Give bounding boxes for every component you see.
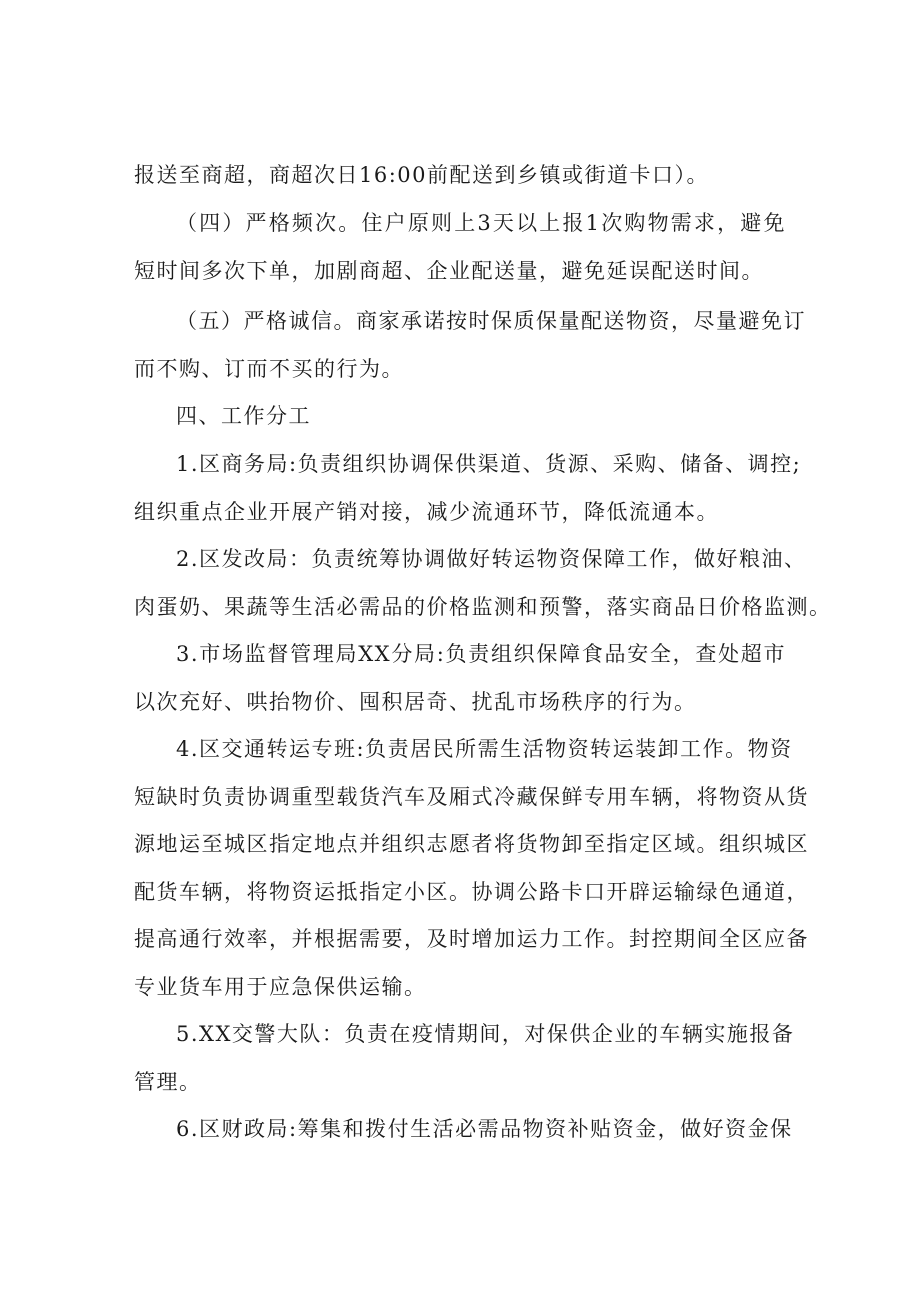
text-line-3: 短时间多次下单，加剧商超、企业配送量，避免延误配送时间。	[134, 259, 764, 283]
text-line-8: 组织重点企业开展产销对接，减少流通环节，降低流通本。	[134, 500, 719, 524]
text-line-7: 1.区商务局:负责组织协调保供渠道、货源、采购、储备、调控;	[176, 452, 802, 476]
text-line-17: 提高通行效率，并根据需要，及时增加运力工作。封控期间全区应备	[134, 927, 809, 951]
text-line-15: 源地运至城区指定地点并组织志愿者将货物卸至指定区域。组织城区	[134, 832, 809, 856]
text-line-9: 2.区发改局：负责统筹协调做好转运物资保障工作，做好粮油、	[176, 547, 807, 571]
text-line-2: （四）严格频次。住户原则上3天以上报1次购物需求，避免	[176, 211, 786, 235]
text-line-21: 6.区财政局:筹集和拨付生活必需品物资补贴资金，做好资金保	[176, 1117, 793, 1141]
text-line-18: 专业货车用于应急保供运输。	[134, 975, 427, 999]
text-line-12: 以次充好、哄抬物价、囤积居奇、扰乱市场秩序的行为。	[134, 690, 697, 714]
text-line-10: 肉蛋奶、果蔬等生活必需品的价格监测和预警，落实商品日价格监测。	[134, 595, 832, 619]
section-heading: 四、工作分工	[176, 404, 311, 428]
text-line-13: 4.区交通转运专班:负责居民所需生活物资转运装卸工作。物资	[176, 737, 793, 761]
text-line-5: 而不购、订而不买的行为。	[134, 357, 404, 381]
text-line-16: 配货车辆，将物资运抵指定小区。协调公路卡口开辟运输绿色通道，	[134, 880, 809, 904]
text-line-14: 短缺时负责协调重型载货汽车及厢式冷藏保鲜专用车辆，将物资从货	[134, 785, 809, 809]
text-line-20: 管理。	[134, 1070, 202, 1094]
text-line-11: 3.市场监督管理局XX分局:负责组织保障食品安全，查处超市	[176, 642, 786, 666]
text-line-4: （五）严格诚信。商家承诺按时保质保量配送物资，尽量避免订	[176, 309, 806, 333]
text-line-1: 报送至商超，商超次日16:00前配送到乡镇或街道卡口）。	[134, 163, 710, 187]
text-line-19: 5.XX交警大队：负责在疫情期间，对保供企业的车辆实施报备	[176, 1022, 795, 1046]
